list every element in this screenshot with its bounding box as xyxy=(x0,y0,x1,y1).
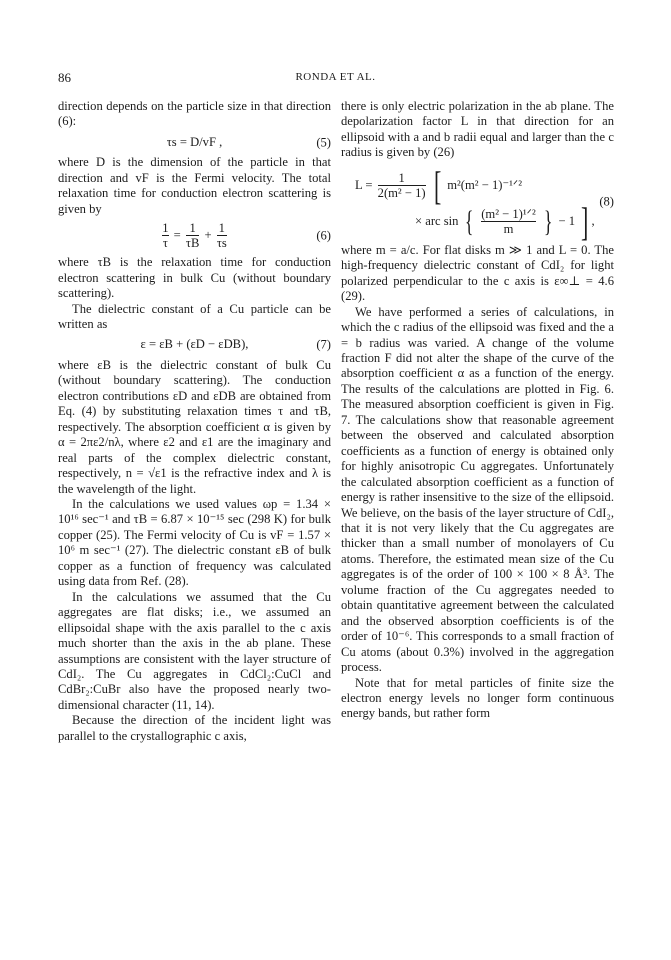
denominator: τB xyxy=(185,236,200,251)
numerator: 1 xyxy=(162,221,169,236)
equation-7 xyxy=(58,337,331,352)
paragraph: where τB is the relaxation time for conduction electron scattering in bulk Cu (without boundary scattering). xyxy=(58,255,331,301)
eq8-lhs: L = xyxy=(355,177,373,192)
denominator: τ xyxy=(162,236,168,251)
plus-sign: + xyxy=(204,228,212,243)
numerator: (m² − 1)¹ᐟ² xyxy=(481,206,536,221)
left-column xyxy=(58,99,331,744)
page-number: 86 xyxy=(58,70,71,85)
paragraph: where εB is the dielectric constant of bulk Cu (without boundary scattering). The conduction electron contributions εD and εDB are obtained from Eq. (4) by substituting relaxation times τ and τB, respectively. The absorption coefficient α is given by α = 2πε2/nλ, where ε2 and ε1 are the imaginary and real parts of the complex dielectric constant, respectively, n = √ε1 is the refractive index and λ is the wavelength of the light. xyxy=(58,357,331,496)
paragraph: The dielectric constant of a Cu particle can be written as xyxy=(58,301,331,331)
eq7-body: ε = εB + (εD − εDB), xyxy=(140,337,249,352)
numerator: 1 xyxy=(398,170,405,185)
equals-sign: = xyxy=(173,228,181,243)
paragraph: Because the direction of the incident light was parallel to the crystallographic c axis, xyxy=(58,713,331,743)
equation-number: (5) xyxy=(316,134,331,149)
denominator: 2(m² − 1) xyxy=(377,185,426,200)
eq5-rhs: = D/vF , xyxy=(179,134,223,149)
eq8-tail: − 1 xyxy=(558,213,576,228)
eq8-row-1 xyxy=(355,162,522,208)
paragraph: direction depends on the particle size in that direction (6): xyxy=(58,99,331,129)
paragraph: Note that for metal particles of finite size the electron energy levels no longer form continuous energy bands, but rather form xyxy=(341,675,614,721)
equation-number: (7) xyxy=(316,337,331,352)
fraction xyxy=(162,222,168,250)
equation-number: (6) xyxy=(316,228,331,243)
paragraph: there is only electric polarization in the ab plane. The depolarization factor L in that direction for an ellipsoid with a and b radii equal and larger than the c radius is given by (26) xyxy=(341,99,614,160)
paragraph: In the calculations we used values ωp = 1.34 × 10¹⁶ sec⁻¹ and τB = 6.87 × 10⁻¹⁵ sec (298 K) for bulk copper (25). The Fermi velocity of Cu is vF = 1.57 × 10⁶ m sec⁻¹ (27). The dielectric constant εB of bulk copper as a function of frequency was calculated using data from Ref. (28). xyxy=(58,496,331,589)
eq8-arcsin: × arc sin xyxy=(415,213,459,228)
left-brace: { xyxy=(464,204,474,238)
denominator: τs xyxy=(216,236,227,251)
numerator: 1 xyxy=(189,221,196,236)
eq8-term1: m²(m² − 1)⁻¹ᐟ² xyxy=(447,177,522,192)
fraction xyxy=(217,222,227,250)
paragraph: We have performed a series of calculations, in which the c radius of the ellipsoid was fixed and the a = b radius was varied. A change of the volume fraction F did not alter the shape of the curve of the absorption coefficient α as a function of the energy. The results of the calculations are plotted in Fig. 6. The measured absorption coefficient is given in Fig. 7. The calculations show that reasonable agreement between the observed and calculated absorption coefficients as a function of energy is obtained only for highly anisotropic Cu aggregates. Unfortunately the calculated absorption coefficient as a function of energy is rather insensitive to the size of the ellipsoid. We believe, on the basis of the layer structure of CdI₂, that it is not very likely that the Cu aggregates are thicker than a small number of monolayers of Cu atoms. Therefore, the estimated mean size of the Cu aggregates is of the order of 100 × 100 × 8 Å³. The volume fraction of the Cu aggregates needed to obtain quantitative agreement between the calculated and the observed absorption coefficients is of the order of 10⁻⁶. This corresponds to a small fraction of Cu atoms (about 0.3%) involved in the aggregation process. xyxy=(341,304,614,675)
right-bracket: ] xyxy=(581,198,589,244)
right-column xyxy=(341,99,614,722)
left-bracket: [ xyxy=(433,162,442,208)
equation-8 xyxy=(341,162,614,244)
paragraph: where m = a/c. For flat disks m ≫ 1 and L = 0. The high-frequency dielectric constant of CdI₂ for light polarized perpendicular to the c axis is ε∞⊥ = 4.6 (29). xyxy=(341,242,614,304)
running-head: RONDA ET AL. xyxy=(295,71,376,83)
paragraph: where D is the dimension of the particle in that direction and vF is the Fermi velocity. The total relaxation time for conduction electron scattering is given by xyxy=(58,155,331,216)
equation-number: (8) xyxy=(599,194,614,209)
equation-5 xyxy=(58,135,331,150)
fraction xyxy=(186,222,199,250)
right-brace: } xyxy=(543,204,553,238)
numerator: 1 xyxy=(218,221,225,236)
fraction xyxy=(378,172,426,200)
eq5-lhs: τs xyxy=(166,134,177,149)
paragraph: In the calculations we assumed that the Cu aggregates are flat disks; i.e., we assumed an ellipsoidal shape with the axis parallel to the c axis much shorter than the axis in the ab plane. These assumptions are consistent with the layer structure of CdI₂. The Cu aggregates in CdCl₂:CuCl and CdBr₂:CuBr also have the proposed nearly two-dimensional character (11, 14). xyxy=(58,589,331,712)
eq8-row-2: × arc sin { $\frac{\text{(m² − 1)¹ᐟ²}}{m}$ } − 1 ] , xyxy=(415,198,595,244)
equation-6 xyxy=(58,222,331,250)
fraction xyxy=(481,208,536,236)
denominator: m xyxy=(481,221,536,236)
